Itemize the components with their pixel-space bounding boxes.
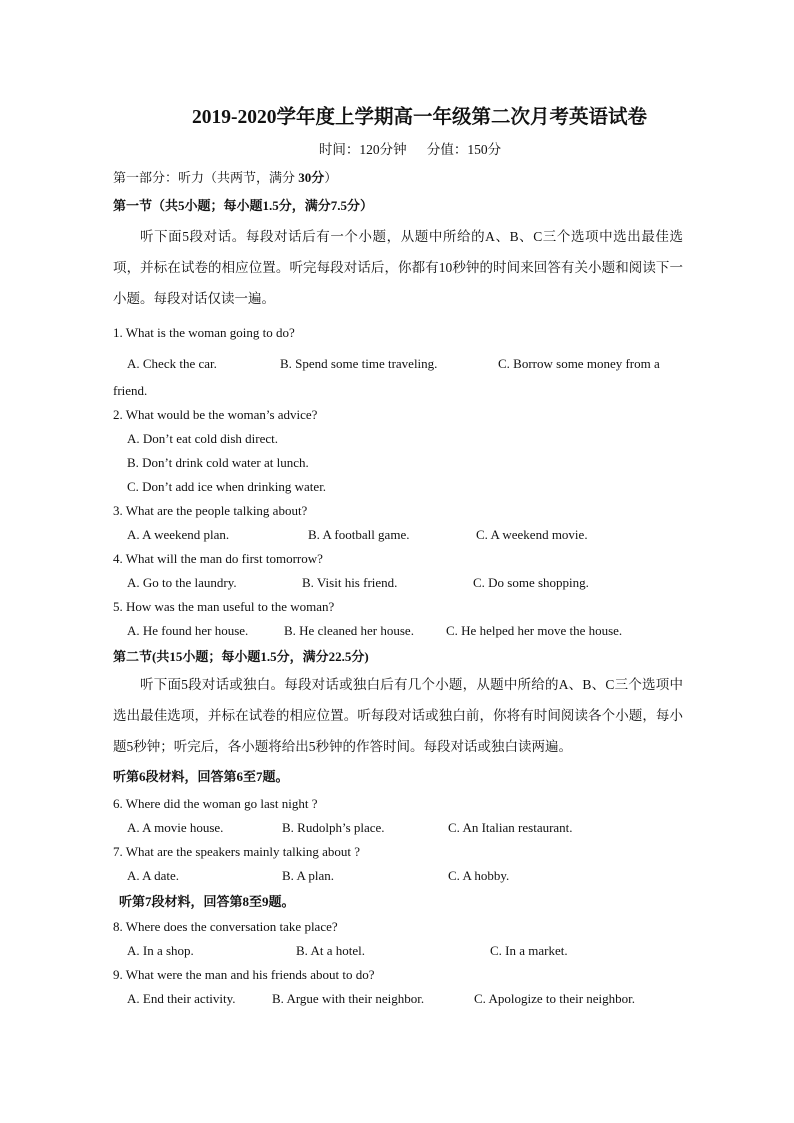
question-text: 9. What were the man and his friends about to do? — [113, 967, 375, 982]
question-options — [113, 523, 683, 547]
question-options — [113, 619, 683, 643]
question-text: 4. What will the man do first tomorrow? — [113, 551, 323, 566]
option-c: C. He helped her move the house. — [446, 623, 623, 638]
question-text: 1. What is the woman going to do? — [113, 325, 295, 340]
option-a: A. A weekend plan. — [127, 527, 230, 542]
part1-heading: 第一部分：听力（共两节，满分 30分） — [113, 170, 338, 185]
question-text: 5. How was the man useful to the woman? — [113, 599, 335, 614]
option-c: C. Borrow some money from a — [498, 356, 660, 371]
option-a: A. He found her house. — [127, 623, 249, 638]
question-6 — [113, 792, 683, 840]
exam-page — [113, 100, 683, 1011]
section2-instructions: 听下面5段对话或独白。每段对话或独白后有几个小题，从题中所给的A、B、C三个选项中选出最佳选项，并标在试卷的相应位置。听每段对话或独白前，你将有时间阅读各个小题，每小题5秒钟；听完后，各小题将给出5秒钟的作答时间。每段对话或独白读两遍。 — [113, 677, 683, 754]
option-a: A. A movie house. — [127, 820, 224, 835]
exam-info — [137, 136, 683, 164]
option-a: A. In a shop. — [127, 943, 194, 958]
question-text: 2. What would be the woman’s advice? — [113, 407, 318, 422]
option-b: B. Don’t drink cold water at lunch. — [127, 455, 309, 470]
question-text: 8. Where does the conversation take place? — [113, 919, 338, 934]
question-options — [113, 987, 683, 1011]
question-text: 6. Where did the woman go last night ? — [113, 796, 318, 811]
option-c: C. An Italian restaurant. — [448, 820, 573, 835]
question-9 — [113, 963, 683, 1011]
question-8 — [113, 915, 683, 963]
question-text: 3. What are the people talking about? — [113, 503, 308, 518]
question-4 — [113, 547, 683, 595]
option-c: C. Don’t add ice when drinking water. — [127, 479, 327, 494]
question-options — [113, 571, 683, 595]
option-c: C. A hobby. — [448, 868, 510, 883]
option-c: C. A weekend movie. — [476, 527, 588, 542]
option-b: B. Argue with their neighbor. — [272, 991, 425, 1006]
question-2 — [113, 403, 683, 499]
material-7-heading: 听第7段材料，回答第8至9题。 — [119, 894, 295, 909]
option-a: A. Go to the laundry. — [127, 575, 237, 590]
option-a: A. Check the car. — [127, 356, 217, 371]
total-score: 分值：150分 — [426, 142, 502, 157]
time-limit: 时间：120分钟 — [318, 142, 407, 157]
material-6-heading: 听第6段材料，回答第6至7题。 — [113, 769, 289, 784]
option-b: B. He cleaned her house. — [284, 623, 414, 638]
option-c: C. Apologize to their neighbor. — [474, 991, 636, 1006]
option-a: A. Don’t eat cold dish direct. — [127, 431, 279, 446]
page-title: 2019-2020学年度上学期高一年级第二次月考英语试卷 — [192, 107, 647, 128]
question-1 — [113, 317, 683, 403]
question-options — [113, 816, 683, 840]
option-a: A. A date. — [127, 868, 179, 883]
option-c-continued: friend. — [113, 383, 148, 398]
section1-heading: 第一节（共5小题；每小题1.5分，满分7.5分） — [113, 198, 374, 213]
option-a: A. End their activity. — [127, 991, 236, 1006]
question-5 — [113, 595, 683, 643]
question-text: 7. What are the speakers mainly talking about ? — [113, 844, 361, 859]
question-options — [113, 939, 683, 963]
option-b: B. At a hotel. — [296, 943, 365, 958]
section1-instructions: 听下面5段对话。每段对话后有一个小题，从题中所给的A、B、C三个选项中选出最佳选项，并标在试卷的相应位置。听完每段对话后，你都有10秒钟的时间来回答有关小题和阅读下一小题。每段对话仅读一遍。 — [113, 229, 683, 306]
option-b: B. A football game. — [308, 527, 410, 542]
section2-heading: 第二节(共15小题；每小题1.5分，满分22.5分) — [113, 649, 369, 664]
question-7 — [113, 840, 683, 888]
option-c: C. Do some shopping. — [473, 575, 589, 590]
option-b: B. A plan. — [282, 868, 335, 883]
option-b: B. Spend some time traveling. — [280, 356, 438, 371]
option-b: B. Rudolph’s place. — [282, 820, 385, 835]
question-options — [113, 348, 683, 379]
option-c: C. In a market. — [490, 943, 568, 958]
question-3 — [113, 499, 683, 547]
question-options — [113, 864, 683, 888]
option-b: B. Visit his friend. — [302, 575, 398, 590]
